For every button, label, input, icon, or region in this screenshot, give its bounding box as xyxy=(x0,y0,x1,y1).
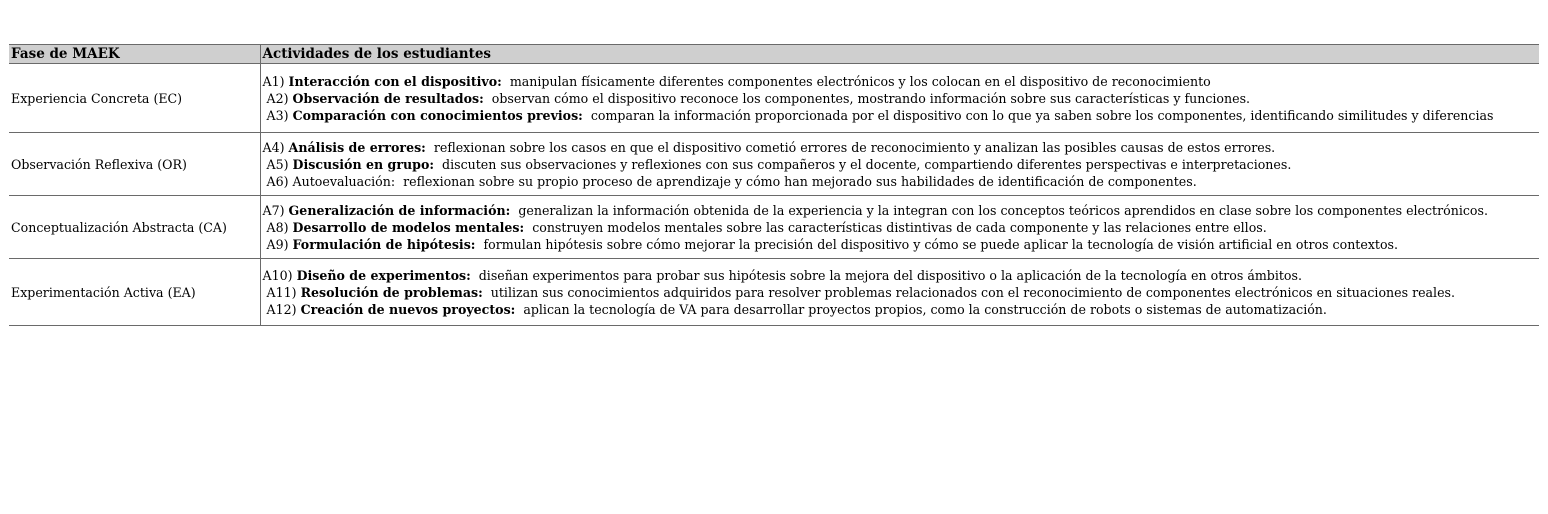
activity-text: diseñan experimentos para probar sus hipótesis sobre la mejora del dispositivo o la aplicación de la tecnología en otros ámbitos. xyxy=(478,267,1302,283)
activity-text: observan cómo el dispositivo reconoce los componentes, mostrando información sobre sus características y funciones. xyxy=(491,90,1251,106)
activity-item xyxy=(263,236,1540,253)
activity-code: A10) xyxy=(262,267,293,283)
activities-cell xyxy=(260,259,1539,326)
activity-text: discuten sus observaciones y reflexiones con sus compañeros y el docente, compartiendo diferentes perspectivas e interpretaciones. xyxy=(442,156,1292,172)
table-row xyxy=(9,133,1539,196)
activity-text: manipulan físicamente diferentes componentes electrónicos y los colocan en el dispositivo de reconocimiento xyxy=(509,73,1211,89)
activities-cell xyxy=(260,196,1539,259)
activity-code: A2) xyxy=(266,90,289,106)
activity-text: reflexionan sobre su propio proceso de aprendizaje y cómo han mejorado sus habilidades de identificación de componentes. xyxy=(403,173,1197,189)
activity-text: utilizan sus conocimientos adquiridos para resolver problemas relacionados con el reconocimiento de componentes electrónicos en situaciones reales. xyxy=(490,284,1455,300)
phase-cell: Observación Reflexiva (OR) xyxy=(9,133,260,196)
activity-item xyxy=(263,173,1540,190)
activity-code: A7) xyxy=(262,202,285,218)
activity-title: Observación de resultados: xyxy=(292,90,484,106)
phase-cell: Experiencia Concreta (EC) xyxy=(9,64,260,133)
activity-text: construyen modelos mentales sobre las características distintivas de cada componente y las relaciones entre ellos. xyxy=(532,219,1267,235)
activity-text: formulan hipótesis sobre cómo mejorar la precisión del dispositivo y cómo se puede aplicar la tecnología de visión artificial en otros contextos. xyxy=(483,236,1399,252)
activity-item xyxy=(263,301,1540,318)
phase-cell: Experimentación Activa (EA) xyxy=(9,259,260,326)
activity-code: A8) xyxy=(266,219,289,235)
maek-activities-table xyxy=(9,44,1539,326)
activity-title: Creación de nuevos proyectos: xyxy=(300,301,516,317)
activity-code: A3) xyxy=(266,107,289,123)
activity-item xyxy=(263,156,1540,173)
activity-item xyxy=(263,107,1540,124)
phase-cell: Conceptualización Abstracta (CA) xyxy=(9,196,260,259)
activity-code: A4) xyxy=(262,139,285,155)
activity-title: Comparación con conocimientos previos: xyxy=(292,107,583,123)
header-phase: Fase de MAEK xyxy=(9,45,260,64)
activity-item xyxy=(263,202,1540,219)
activity-title: Discusión en grupo: xyxy=(292,156,434,172)
activity-code: A6) Autoevaluación: xyxy=(266,173,396,189)
activity-item xyxy=(263,219,1540,236)
activity-title: Análisis de errores: xyxy=(288,139,426,155)
activity-item xyxy=(263,73,1540,90)
activities-cell xyxy=(260,133,1539,196)
activity-code: A5) xyxy=(266,156,289,172)
activity-item xyxy=(263,90,1540,107)
activity-title: Resolución de problemas: xyxy=(300,284,483,300)
maek-table-container xyxy=(9,44,1539,326)
activity-title: Desarrollo de modelos mentales: xyxy=(292,219,525,235)
activity-code: A9) xyxy=(266,236,289,252)
activity-item xyxy=(263,284,1540,301)
header-activities: Actividades de los estudiantes xyxy=(260,45,1539,64)
header-row xyxy=(9,45,1539,64)
table-row xyxy=(9,64,1539,133)
activity-text: reflexionan sobre los casos en que el dispositivo cometió errores de reconocimiento y analizan las posibles causas de estos errores. xyxy=(433,139,1276,155)
activity-code: A11) xyxy=(266,284,297,300)
activity-title: Formulación de hipótesis: xyxy=(292,236,476,252)
activity-text: comparan la información proporcionada por el dispositivo con lo que ya saben sobre los componentes, identificando similitudes y diferencias xyxy=(590,107,1494,123)
table-row xyxy=(9,196,1539,259)
activity-item xyxy=(263,267,1540,284)
activity-code: A1) xyxy=(262,73,285,89)
activity-item xyxy=(263,139,1540,156)
table-row xyxy=(9,259,1539,326)
activity-title: Interacción con el dispositivo: xyxy=(288,73,502,89)
activity-text: generalizan la información obtenida de la experiencia y la integran con los conceptos teóricos aprendidos en clase sobre los componentes electrónicos. xyxy=(518,202,1488,218)
activity-text: aplican la tecnología de VA para desarrollar proyectos propios, como la construcción de robots o sistemas de automatización. xyxy=(523,301,1327,317)
activity-title: Diseño de experimentos: xyxy=(296,267,471,283)
activity-code: A12) xyxy=(266,301,297,317)
activity-title: Generalización de información: xyxy=(288,202,511,218)
activities-cell xyxy=(260,64,1539,133)
